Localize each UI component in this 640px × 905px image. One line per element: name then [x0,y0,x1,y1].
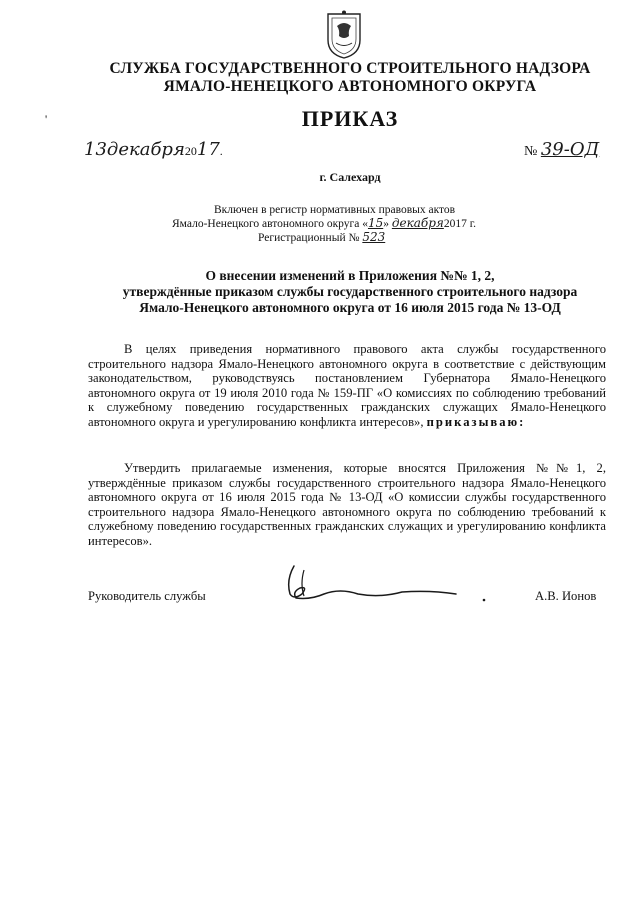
number-prefix: № [524,144,538,159]
document-heading: О внесении изменений в Приложения №№ 1, 2, утверждённые приказом службы государственного строительного надзора Ямало-Ненецкого автономного округа от 16 июля 2015 года № 13-ОД [122,268,578,315]
date-dot: . [219,144,223,158]
registry-number: 523 [362,230,386,244]
registry-stamp [172,204,476,245]
registry-month: декабря [391,216,444,230]
signatory-position: Руководитель службы [88,589,206,603]
document-number [524,139,599,160]
handwritten-signature [280,564,490,612]
coat-of-arms-icon [322,10,366,60]
body-paragraph-2: Утвердить прилагаемые изменения, которые вносятся Приложения №№1, 2, утверждённые приказом службы государственного строительного надзора Ямало-Ненецкого автономного округа от 16 июля 2015 года № 13-ОД «О комиссии службы государственного строительного надзора Ямало-Ненецкого автономного округа по соблюдению требований к служебному поведению государственных гражданских служащих и урегулированию конфликта интересов». [88,461,606,548]
organization-name-line2: ЯМАЛО-НЕНЕЦКОГО АВТОНОМНОГО ОКРУГА [163,78,537,95]
document-type-title: ПРИКАЗ [301,106,399,131]
signatory-name: А.В. Ионов [535,589,597,603]
registry-day: 15 [367,216,384,230]
registry-line2: Ямало-Ненецкого автономного округа «15» декабря2017 г. [172,216,477,230]
order-word: приказываю: [426,414,526,429]
margin-mark: ' [45,112,48,126]
date-year-prefix: 20 [184,144,197,158]
date-year-suffix: 17 [196,139,220,160]
body-paragraph-1: В целях приведения нормативного правового акта службы государственного строительного надзора Ямало-Ненецкого автономного округа в соответствие с действующим законодательством, руководствуясь постановлением Губернатора Ямало-Ненецкого автономного округа от 19 июля 2010 года № 159-ПГ «О комиссиях по соблюдению требований к служебному поведению государственных гражданских служащих Ямало-Ненецкого автономного округа и урегулированию конфликта интересов», приказываю: [88,342,606,429]
city-name: г. Салехард [319,170,381,184]
document-date [84,139,223,160]
number-value: 39-ОД [540,139,600,160]
registry-line1: Включен в регистр нормативных правовых актов [214,204,456,216]
organization-name-line1: СЛУЖБА ГОСУДАРСТВЕННОГО СТРОИТЕЛЬНОГО НАДЗОРА [109,60,591,77]
date-month: декабря [106,139,185,160]
date-day: 13 [84,139,107,160]
registry-line3: Регистрационный № 523 [258,230,386,244]
registry-year: 2017 г. [443,218,477,230]
